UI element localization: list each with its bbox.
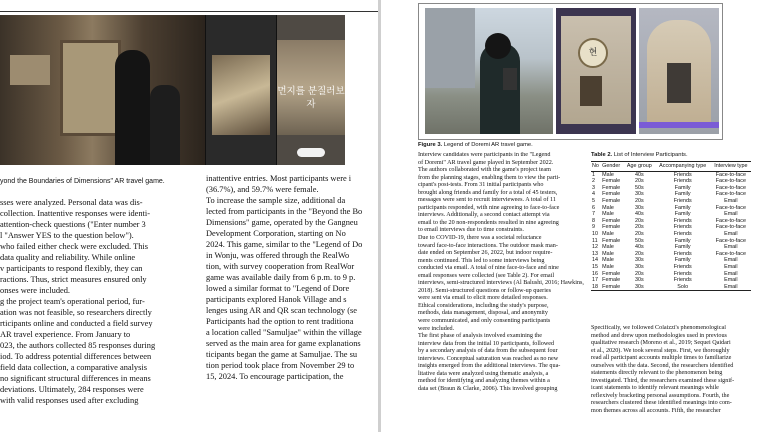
- table-cell: Friends: [673, 263, 692, 270]
- table-cell: 2: [592, 178, 595, 185]
- text-line: g the project team's operational period, fur-: [0, 297, 145, 306]
- table-header-cell: Age group: [626, 163, 652, 169]
- text-line: game was available daily from 6 p.m. to 9 p.: [206, 273, 356, 282]
- table-cell: Male: [602, 230, 614, 237]
- table-cell: Friends: [673, 270, 692, 277]
- woman-playing-ar-photo: [425, 8, 553, 134]
- text-line: ments continued. This led to some interviews being: [418, 257, 545, 264]
- table-cell: 30s: [634, 204, 644, 211]
- text-line: The authors collaborated with the game's project team: [418, 167, 551, 174]
- text-line: cipant's post-tests. From 31 initial participants who: [418, 182, 544, 189]
- text-line: of Doremi" AR travel game played in September 2022.: [418, 159, 554, 166]
- table-cell: 7: [592, 211, 595, 218]
- table-cell: Male: [602, 263, 614, 270]
- text-line: ourselves with the data. Second, the researchers identified: [591, 362, 734, 369]
- participants-table: [591, 161, 751, 291]
- table-cell: 13: [592, 250, 598, 257]
- table-cell: Email: [724, 283, 738, 290]
- text-line: messages were sent to recruit interviewees. A total of 11: [418, 197, 556, 204]
- table-cell: 15: [592, 263, 598, 270]
- table-header-cell: Gender: [602, 163, 621, 169]
- table-cell: Face-to-face: [715, 224, 746, 231]
- text-line: et al., 2020). We took several steps. First, we thoroughly: [591, 347, 730, 354]
- table-cell: 30s: [634, 263, 644, 270]
- text-line: inattentive entries. Most participants were i: [206, 174, 352, 183]
- text-line: mon themes across all accounts. Fifth, the researcher: [591, 408, 721, 415]
- table-cell: Solo: [677, 283, 689, 290]
- text-line: participants responded, with nine agreeing to face-to-face: [418, 204, 560, 211]
- table-row: [591, 244, 751, 251]
- text-line: toward face-to-face interactions. The outdoor mask man-: [418, 242, 558, 249]
- left-page: [0, 0, 378, 432]
- ar-game-screen-photo: [556, 8, 636, 134]
- text-line: attention-check questions ("Enter number 3: [0, 220, 146, 229]
- table-cell: Face-to-face: [715, 217, 746, 224]
- text-line: onses were included.: [0, 286, 71, 295]
- table-cell: 20s: [634, 178, 644, 185]
- table-cell: Face-to-face: [715, 171, 746, 178]
- text-line: qualitative research (Moreno et al., 2019; Sequei Qaidari: [591, 340, 731, 347]
- table-cell: 20s: [634, 224, 644, 231]
- table-cell: Family: [674, 184, 691, 191]
- table-cell: Male: [602, 171, 614, 178]
- text-line: no significant structural differences in means: [0, 374, 151, 383]
- table-cell: 40s: [634, 211, 644, 218]
- table-header-cell: Accompanying type: [659, 163, 707, 169]
- ar-confirm-button: [297, 148, 325, 157]
- table-cell: Female: [602, 283, 621, 290]
- right-page: [381, 0, 757, 432]
- text-line: participants explored Hanok Village and s: [206, 295, 347, 304]
- table-header-cell: No: [592, 163, 599, 169]
- text-line: Development Corporation, starting on No: [206, 229, 346, 238]
- table-cell: Male: [602, 211, 614, 218]
- text-line: who failed either check were excluded. This: [0, 242, 148, 251]
- museum-visitors-photo: [0, 15, 205, 165]
- text-line: conducted via email. A total of nine face-to-face and nine: [418, 265, 559, 272]
- text-line: lected from participants in the "Beyond the Bo: [206, 207, 363, 216]
- table-cell: Email: [724, 197, 738, 204]
- table-cell: Family: [674, 257, 691, 264]
- text-line: interview data from the initial 10 participants, followed: [418, 340, 555, 347]
- table-cell: Female: [602, 237, 621, 244]
- table-row: [591, 264, 751, 271]
- text-line: Due to COVID-19, there was a societal reluctance: [418, 235, 542, 242]
- table-cell: Friends: [673, 197, 692, 204]
- text-line: 2018). Semi-structured questions or follow-up queries: [418, 287, 552, 294]
- table-cell: 12: [592, 244, 598, 251]
- text-line: method for identifying and analyzing themes within a: [418, 378, 550, 385]
- table-cell: Friends: [673, 224, 692, 231]
- text-line: email to the 20 non-respondents resulted in nine agreeing: [418, 219, 559, 226]
- figure-ar-photos: [0, 15, 345, 165]
- table-row: [591, 191, 751, 198]
- table-cell: Female: [602, 191, 621, 198]
- table-cell: Female: [602, 270, 621, 277]
- table-cell: Face-to-face: [715, 178, 746, 185]
- text-line: investigated. Third, the researchers examined these signif-: [591, 377, 735, 384]
- table-cell: Male: [602, 250, 614, 257]
- text-line: lowed a similar format to "Legend of Dore: [206, 284, 350, 293]
- table-row: [591, 205, 751, 212]
- table-cell: Female: [602, 217, 621, 224]
- table-cell: Female: [602, 224, 621, 231]
- table-cell: Face-to-face: [715, 184, 746, 191]
- top-rule: [0, 11, 378, 12]
- table-cell: 20s: [634, 230, 644, 237]
- table-cell: 20s: [634, 270, 644, 277]
- table-cell: 5: [592, 197, 595, 204]
- text-line: To increase the sample size, additional da: [206, 196, 346, 205]
- text-line: a location called "Samuljae" within the village: [206, 328, 362, 337]
- text-line: litative data were analyzed using thematic analysis, a: [418, 370, 549, 377]
- table-cell: Friends: [673, 217, 692, 224]
- table-row: [591, 257, 751, 264]
- text-line: The first phase of analysis involved examining the: [418, 333, 542, 340]
- text-line: were sent via email to elicit more detailed responses.: [418, 295, 548, 302]
- ar-overlay-text: 먼지를 분질러보자: [277, 86, 345, 110]
- table-cell: Email: [724, 277, 738, 284]
- table-cell: 16: [592, 270, 598, 277]
- table-cell: Face-to-face: [715, 250, 746, 257]
- table-cell: Family: [674, 204, 691, 211]
- table-row: [591, 185, 751, 192]
- text-line: data set (Braun & Clarke, 2006). This involved grouping: [418, 385, 558, 392]
- table-cell: Female: [602, 184, 621, 191]
- table-row: [591, 231, 751, 238]
- text-line: methods, data management, disposal, and anonymity: [418, 310, 548, 317]
- table-cell: Male: [602, 257, 614, 264]
- text-line: interviews. Additionally, a second contact attempt via: [418, 212, 550, 219]
- table-cell: Male: [602, 204, 614, 211]
- table-cell: Female: [602, 277, 621, 284]
- text-line: Ethical considerations, including the study's purpose,: [418, 302, 549, 309]
- table-cell: Email: [724, 211, 738, 218]
- text-line: tion period took place from November 29 to: [206, 361, 355, 370]
- table-cell: Face-to-face: [715, 191, 746, 198]
- text-line: were communicated, and only consenting participants: [418, 318, 551, 325]
- table-cell: 1: [592, 171, 595, 178]
- text-line: rticipants online and conducted a field survey: [0, 319, 153, 328]
- table-cell: Face-to-face: [715, 204, 746, 211]
- table-cell: Email: [724, 263, 738, 270]
- text-column-left: [0, 197, 178, 406]
- table-cell: Email: [724, 244, 738, 251]
- text-column-interviews: [418, 152, 590, 394]
- table-cell: 50s: [634, 184, 644, 191]
- text-line: 023, the authors collected 85 responses during: [0, 341, 156, 350]
- table-header-cell: Interview type: [714, 163, 748, 169]
- text-line: Dimensions" game, operated by the Gangneu: [206, 218, 358, 227]
- text-line: field data collection, a comparative analysis: [0, 363, 147, 372]
- table-cell: Female: [602, 178, 621, 185]
- table-cell: Email: [724, 230, 738, 237]
- text-line: ticipants began the game at Samuljae. The su: [206, 350, 358, 359]
- ar-phone-screenshot-2: [277, 15, 345, 165]
- table-cell: 40s: [634, 171, 644, 178]
- text-line: to email interviews due to time constraints.: [418, 227, 524, 234]
- text-line: method and drew upon methodologies used in previous: [591, 332, 727, 339]
- table-cell: 10: [592, 230, 598, 237]
- table-row: [591, 251, 751, 258]
- figure-caption: yond the Boundaries of Dimensions" AR travel game.: [0, 178, 165, 185]
- table-row: [591, 271, 751, 278]
- table-cell: 30s: [634, 191, 644, 198]
- text-line: (36.7%), and 59.7% were female.: [206, 185, 319, 194]
- text-line: read all participant accounts multiple times to familiarize: [591, 355, 732, 362]
- table-cell: Friends: [673, 171, 692, 178]
- text-line: reflexively bracketing personal assumptions. Fourth, the: [591, 392, 730, 399]
- text-line: statements directly relevant to the phenomenon being: [591, 370, 723, 377]
- text-line: Interview candidates were participants in the "Legend: [418, 152, 551, 158]
- text-line: collection. Inattentive responses were identi-: [0, 209, 150, 218]
- text-line: brought along friends and family for a total of 45 testers,: [418, 189, 558, 196]
- table-row: [591, 238, 751, 245]
- building-photo: [639, 8, 719, 134]
- text-line: data quality and reliability. While online: [0, 253, 136, 262]
- text-line: by a secondary analysis of data from the subsequent four: [418, 348, 558, 355]
- text-column-right: [206, 173, 378, 382]
- table-cell: Email: [724, 257, 738, 264]
- text-line: served as the main area for game explanations: [206, 339, 361, 348]
- text-line: l "Answer YES to the question below").: [0, 231, 134, 240]
- text-line: with valid responses used after excluding: [0, 396, 139, 405]
- table-cell: 30s: [634, 257, 644, 264]
- table-cell: 14: [592, 257, 598, 264]
- text-line: 15, 2024. To encourage participation, the: [206, 372, 344, 381]
- text-column-method: [591, 325, 757, 416]
- table-cell: Friends: [673, 277, 692, 284]
- table-cell: 40s: [634, 244, 644, 251]
- table-row: [591, 198, 751, 205]
- game-badge: 현: [578, 38, 608, 68]
- table-cell: 20s: [634, 197, 644, 204]
- table-cell: 6: [592, 204, 595, 211]
- text-line: iod. To address potential differences between: [0, 352, 152, 361]
- table-cell: Family: [674, 211, 691, 218]
- text-line: from the planning stages, enabling them to view the parti-: [418, 174, 561, 181]
- table-cell: Friends: [673, 230, 692, 237]
- text-line: researchers clustered these identified meanings into com-: [591, 400, 732, 407]
- table-cell: 20s: [634, 217, 644, 224]
- text-line: lenges using AR and QR scan technology (se: [206, 306, 357, 315]
- text-line: in Wonju, was offered through the RealWo: [206, 251, 350, 260]
- table-cell: 17: [592, 277, 598, 284]
- text-line: date ended on September 26, 2022, but indoor require-: [418, 250, 553, 257]
- table-row: [591, 211, 751, 218]
- text-line: 2024. This game, similar to the "Legend of Do: [206, 240, 363, 249]
- text-line: v participants to respond flexibly, they can: [0, 264, 143, 273]
- table-cell: Email: [724, 270, 738, 277]
- table-cell: 11: [592, 237, 598, 244]
- table-cell: Male: [602, 244, 614, 251]
- table-row: [591, 178, 751, 185]
- text-line: insights emerged from the additional interviews. The qua-: [418, 363, 561, 370]
- table-cell: Family: [674, 244, 691, 251]
- text-line: deviations. Ultimately, 284 responses were: [0, 385, 144, 394]
- table-cell: 4: [592, 191, 595, 198]
- text-line: email responses were collected (see Table 2). For email: [418, 272, 555, 279]
- table-cell: Family: [674, 191, 691, 198]
- table-cell: 30s: [634, 283, 644, 290]
- table-row: [591, 284, 751, 291]
- table-row: [591, 224, 751, 231]
- table-2-caption: Table 2. List of Interview Participants.: [591, 152, 688, 158]
- table-cell: 30s: [634, 277, 644, 284]
- table-cell: 8: [592, 217, 595, 224]
- text-line: icant statements to identify relevant meanings while: [591, 385, 719, 392]
- table-cell: Family: [674, 237, 691, 244]
- text-line: sses were analyzed. Personal data was dis-: [0, 198, 143, 207]
- text-line: interviews, semi-structured interviews (Al Balushi, 2016; Hawkins,: [418, 280, 584, 287]
- table-cell: Face-to-face: [715, 237, 746, 244]
- text-line: tion, with survey cooperation from RealWor: [206, 262, 355, 271]
- table-cell: Female: [602, 197, 621, 204]
- text-line: Specifically, we followed Colaizzi's phenomenological: [591, 325, 726, 331]
- text-line: AR travel experience. From January to: [0, 330, 131, 339]
- table-row: [591, 277, 751, 284]
- table-cell: 50s: [634, 237, 644, 244]
- table-cell: Friends: [673, 250, 692, 257]
- table-cell: Friends: [673, 178, 692, 185]
- table-cell: 18: [592, 283, 598, 290]
- text-line: were included.: [418, 325, 455, 332]
- text-line: Participants had the option to rent traditiona: [206, 317, 354, 326]
- text-line: ractions. Thus, strict measures ensured only: [0, 275, 147, 284]
- table-row: [591, 171, 751, 178]
- table-row: [591, 218, 751, 225]
- text-line: ation was not feasible, so researchers directly: [0, 308, 152, 317]
- text-line: interviews. Conceptual saturation was reached as no new: [418, 355, 559, 362]
- table-cell: 9: [592, 224, 595, 231]
- figure-3-caption: Figure 3. Legend of Doremi AR travel game.: [418, 142, 533, 148]
- ar-phone-screenshot-1: [206, 15, 276, 165]
- table-cell: 3: [592, 184, 595, 191]
- table-cell: 20s: [634, 250, 644, 257]
